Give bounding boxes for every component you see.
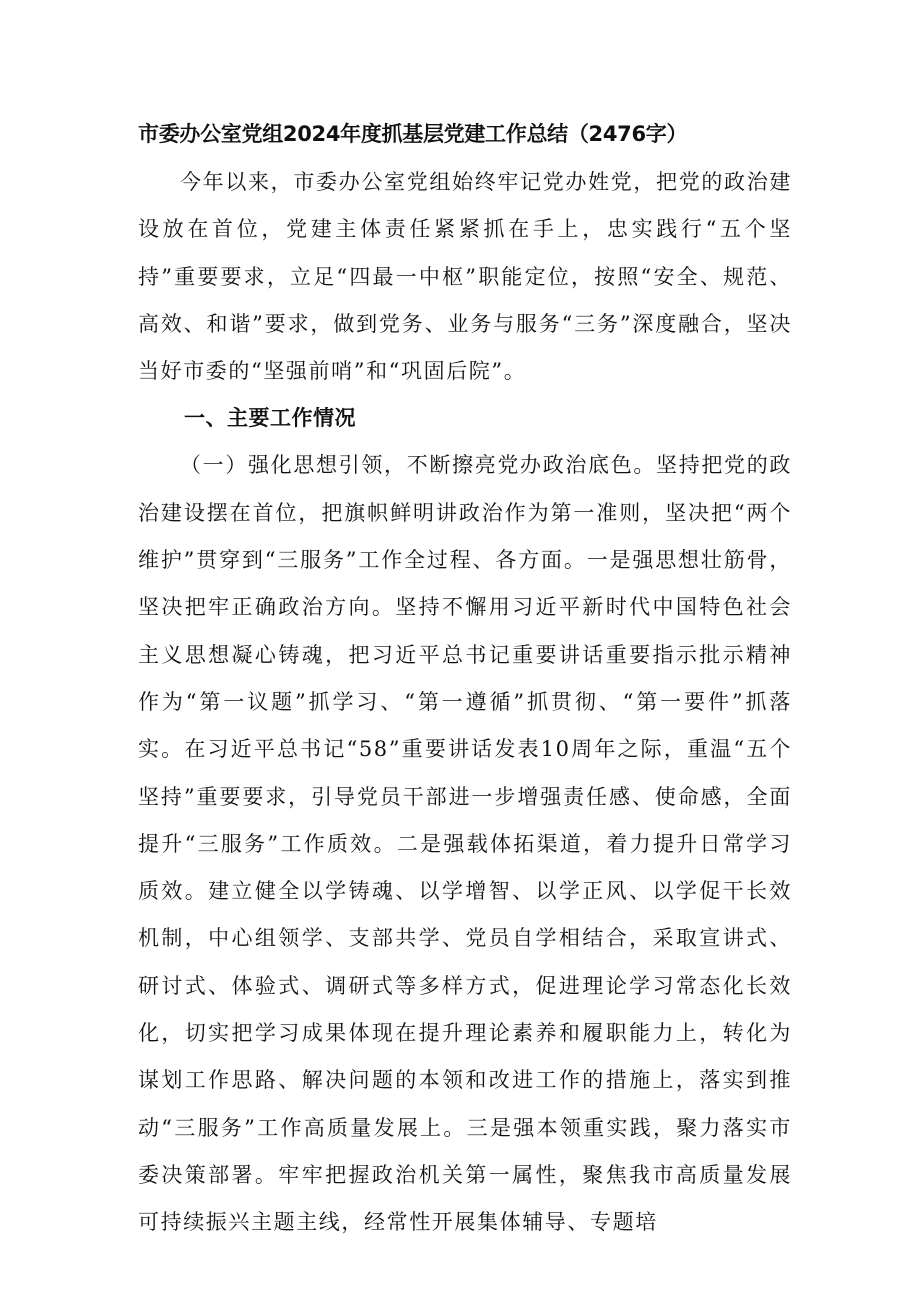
section-heading: 一、主要工作情况 xyxy=(184,406,356,431)
body-paragraph: （一）强化思想引领，不断擦亮党办政治底色。坚持把党的政治建设摆在首位，把旗帜鲜明讲政治作为第一准则，坚决把“两个维护”贯穿到“三服务”工作全过程、各方面。一是强思想壮筋骨，坚决把牢正确政治方向。坚持不懈用习近平新时代中国特色社会主义思想凝心铸魂，把习近平总书记重要讲话重要指示批示精神作为“第一议题”抓学习、“第一遵循”抓贯彻、“第一要件”抓落实。在习近平总书记“58”重要讲话发表10周年之际，重温“五个坚持”重要要求，引导党员干部进一步增强责任感、使命感，全面提升“三服务”工作质效。二是强载体拓渠道，着力提升日常学习质效。建立健全以学铸魂、以学增智、以学正风、以学促干长效机制，中心组领学、支部共学、党员自学相结合，采取宣讲式、研讨式、体验式、调研式等多样方式，促进理论学习常态化长效化，切实把学习成果体现在提升理论素养和履职能力上，转化为谋划工作思路、解决问题的本领和改进工作的措施上，落实到推动“三服务”工作高质量发展上。三是强本领重实践，聚力落实市委决策部署。牢牢把握政治机关第一属性，聚焦我市高质量发展可持续振兴主题主线，经常性开展集体辅导、专题培 xyxy=(138,453,792,1235)
intro-paragraph: 今年以来，市委办公室党组始终牢记党办姓党，把党的政治建设放在首位，党建主体责任紧紧抓在手上，忠实践行“五个坚持”重要要求，立足“四最一中枢”职能定位，按照“安全、规范、高效、和谐”要求，做到党务、业务与服务“三务”深度融合，坚决当好市委的“坚强前哨”和“巩固后院”。 xyxy=(138,170,792,384)
document-page xyxy=(138,112,792,1247)
document-title: 市委办公室党组2024年度抓基层党建工作总结（2476字） xyxy=(138,122,688,146)
